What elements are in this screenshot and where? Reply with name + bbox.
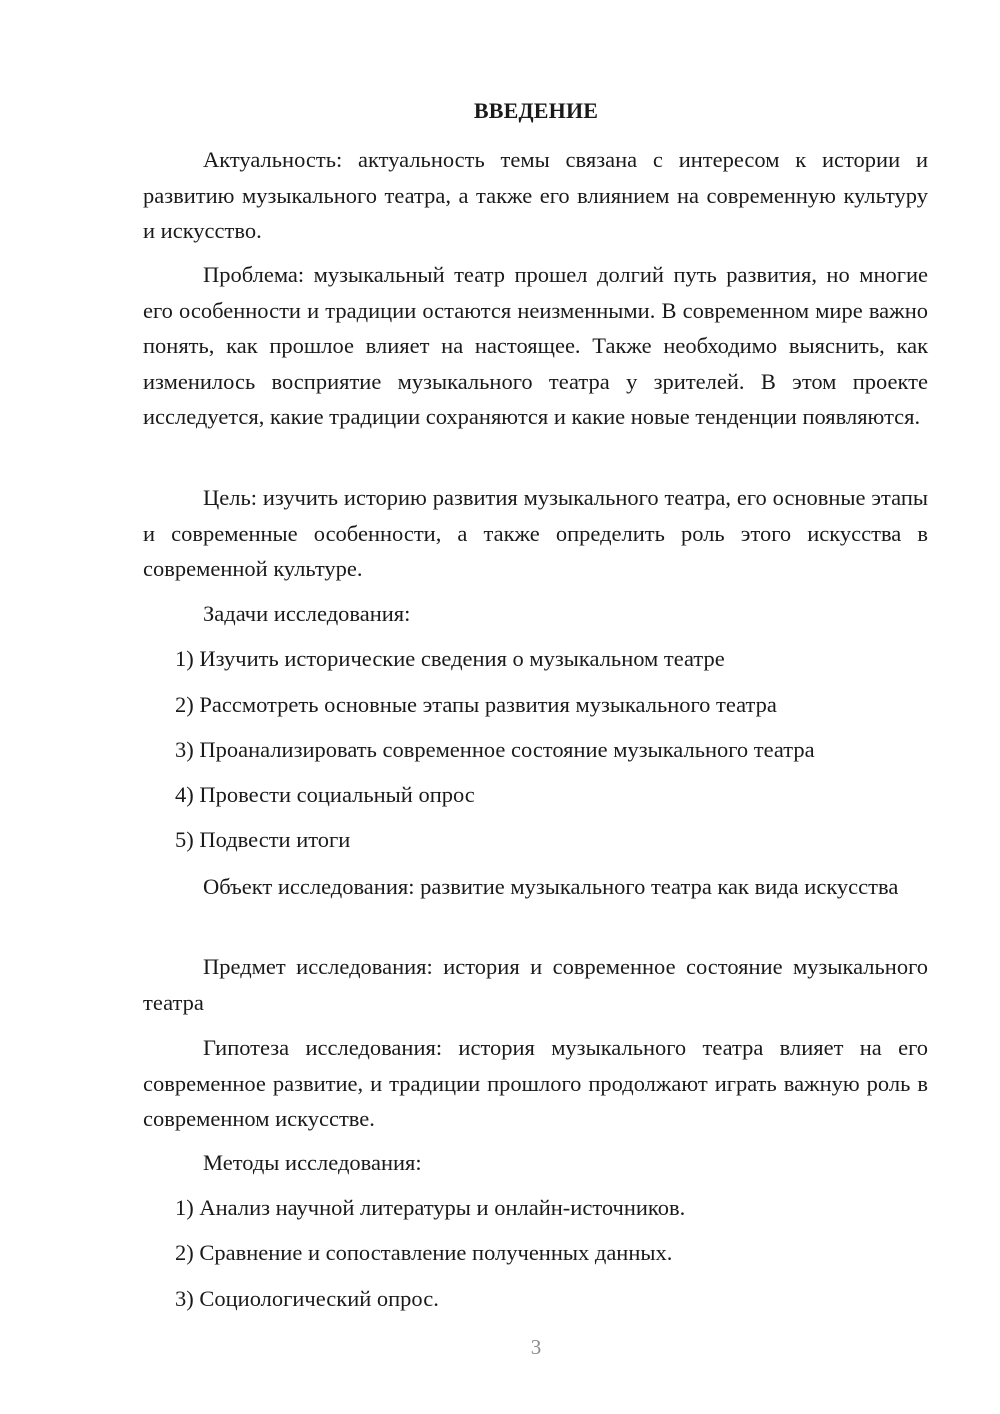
list-item: 1) Анализ научной литературы и онлайн-источников. — [175, 1195, 686, 1220]
methods-label: Методы исследования: — [203, 1150, 422, 1175]
page-title: ВВЕДЕНИЕ — [473, 98, 599, 123]
paragraph-subject: Предмет исследования: история и современное состояние музыкального театра — [143, 954, 928, 1015]
paragraph-hypothesis: Гипотеза исследования: история музыкального театра влияет на его современное развитие, и традиции прошлого продолжают играть важную роль в современном искусстве. — [143, 1035, 928, 1131]
paragraph-object: Объект исследования: развитие музыкального театра как вида искусства — [203, 874, 899, 899]
list-item: 5) Подвести итоги — [175, 827, 351, 852]
list-item: 3) Проанализировать современное состояние музыкального театра — [175, 737, 815, 762]
paragraph-goal: Цель: изучить историю развития музыкального театра, его основные этапы и современные особенности, а также определить роль этого искусства в современной культуре. — [143, 485, 928, 581]
page-number: 3 — [530, 1335, 542, 1359]
list-item: 2) Рассмотреть основные этапы развития музыкального театра — [175, 692, 777, 717]
tasks-label: Задачи исследования: — [203, 601, 411, 626]
list-item: 2) Сравнение и сопоставление полученных данных. — [175, 1240, 673, 1265]
list-item: 3) Социологический опрос. — [175, 1286, 439, 1311]
paragraph-relevance: Актуальность: актуальность темы связана с интересом к истории и развитию музыкального театра, а также его влиянием на современную культуру и искусство. — [143, 147, 928, 243]
list-item: 1) Изучить исторические сведения о музыкальном театре — [175, 646, 725, 671]
list-item: 4) Провести социальный опрос — [175, 782, 475, 807]
paragraph-problem: Проблема: музыкальный театр прошел долгий путь развития, но многие его особенности и традиции остаются неизменными. В современном мире важно понять, как прошлое влияет на настоящее. Также необходимо выяснить, как изменилось восприятие музыкального театра у зрителей. В этом проекте исследуется, какие традиции сохраняются и какие новые тенденции появляются. — [143, 262, 928, 429]
